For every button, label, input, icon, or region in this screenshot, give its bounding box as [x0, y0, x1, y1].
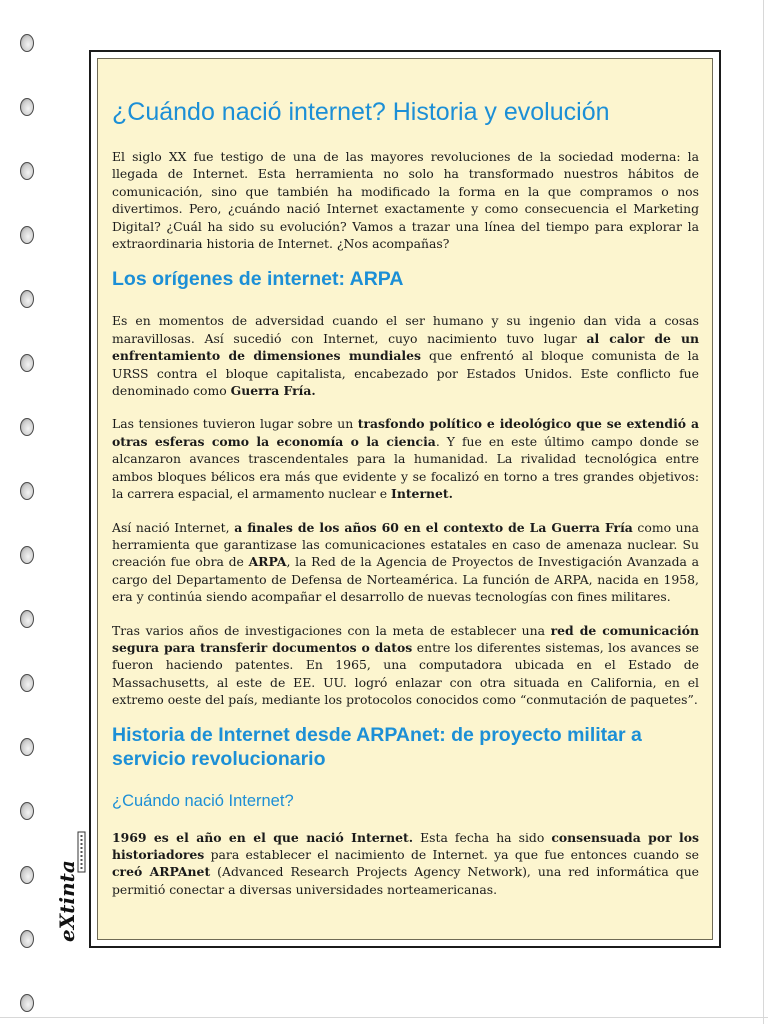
binder-hole-icon: [20, 674, 34, 692]
binder-hole-icon: [20, 98, 34, 116]
text-run: . Y fue en este último campo donde se alcanzaron avances trascendentales para la humanidad. La rivalidad tecnológica entre ambos bloques bélicos era más que evidente y se focalizó en torno a tres grandes objetivos: la carrera espacial, el armamento nuclear e: [112, 433, 699, 502]
page-edge: [763, 0, 764, 1024]
bold-run: red de comunicación segura para transferir documentos o datos: [112, 622, 700, 655]
bold-run: ARPA: [248, 554, 287, 570]
section-heading-origins: Los orígenes de internet: ARPA: [112, 268, 404, 291]
bold-run: Internet.: [391, 486, 453, 502]
text-run: Las tensiones tuvieron lugar sobre un: [112, 416, 358, 432]
text-run: (Advanced Research Projects Agency Network), una red informática que permitió conectar a diversas universidades norteamericanas.: [112, 864, 700, 897]
binder-hole-icon: [20, 226, 34, 244]
bold-run: a finales de los años 60 en el contexto de La Guerra Fría: [234, 519, 633, 535]
text-run: , la Red de la Agencia de Proyectos de Investigación Avanzada a cargo del Departamento de Defensa de Norteamérica. La función de ARPA, nacida en 1958, era y continúa siendo acompañar el desarrollo de nuevas tecnologías con fines militares.: [112, 554, 700, 605]
binder-hole-icon: [20, 738, 34, 756]
article-body: [97, 58, 713, 940]
section-heading-arpanet: Historia de Internet desde ARPAnet: de proyecto militar a servicio revolucionario: [112, 723, 642, 770]
text-run: Esta fecha ha sido: [413, 829, 552, 845]
page-edge-bottom: [0, 1017, 768, 1018]
binder-hole-icon: [20, 994, 34, 1012]
binder-hole-icon: [20, 610, 34, 628]
bold-run: Guerra Fría.: [230, 383, 316, 399]
text-run: Es en momentos de adversidad cuando el ser humano y su ingenio dan vida a cosas maravillosas. Así sucedió con Internet, cuyo nacimiento tuvo lugar: [112, 313, 699, 346]
bold-run: creó ARPAnet: [112, 864, 211, 880]
text-run: Así nació Internet,: [112, 519, 235, 535]
intro-paragraph: El siglo XX fue testigo de una de las mayores revoluciones de la sociedad moderna: la llegada de Internet. Esta herramienta no solo ha transformado nuestros hábitos de comunicación, sino que también ha modificado la forma en la que compramos o nos divertimos. Pero, ¿cuándo nació Internet exactamente y como consecuencia el Marketing Digital? ¿Cuál ha sido su evolución? Vamos a trazar una línea del tiempo para explorar la extraordinaria historia de Internet. ¿Nos acompañas?: [112, 149, 699, 252]
binder-hole-icon: [20, 482, 34, 500]
binder-hole-icon: [20, 34, 34, 52]
binder-hole-icon: [20, 802, 34, 820]
binder-hole-icon: [20, 354, 34, 372]
origins-paragraph-2: [112, 415, 699, 502]
bold-run: 1969 es el año en el que nació Internet.: [112, 829, 414, 845]
brand-logo-icon: [44, 826, 88, 944]
binder-hole-icon: [20, 290, 34, 308]
binder-hole-icon: [20, 162, 34, 180]
binder-hole-icon: [20, 546, 34, 564]
svg-text:eXtinta: eXtinta: [55, 860, 79, 942]
text-run: para establecer el nacimiento de Internet. ya que fue entonces cuando se: [204, 846, 699, 862]
text-run: que enfrentó al bloque comunista de la URSS contra el bloque capitalista, encabezado por Estados Unidos. Este conflicto fue denominado como: [112, 348, 699, 399]
origins-paragraph-4: [112, 622, 699, 709]
binder-holes: [20, 0, 44, 1024]
arpanet-paragraph-1: [112, 829, 699, 899]
text-run: como una herramienta que garantizase las comunicaciones estatales en caso de amenaza nuclear. Su creación fue obra de: [112, 519, 700, 570]
bold-run: trasfondo político e ideológico que se extendió a otras esferas como la economía o la ciencia: [112, 416, 699, 449]
subsection-heading-when: ¿Cuándo nació Internet?: [112, 791, 294, 810]
bold-run: al calor de un enfrentamiento de dimensiones mundiales: [112, 330, 699, 364]
origins-paragraph-1: [112, 312, 699, 399]
article-frame: [89, 50, 721, 948]
origins-paragraph-3: [112, 519, 699, 606]
text-run: entre los diferentes sistemas, los avances se fueron haciendo patentes. En 1965, una computadora ubicada en el Estado de Massachusetts, al este de EE. UU. logró enlazar con otra situada en California, en el extremo oeste del país, mediante los protocolos conocidos como “conmutación de paquetes”.: [112, 639, 700, 708]
bold-run: consensuada por los historiadores: [112, 829, 699, 862]
binder-hole-icon: [20, 930, 34, 948]
text-run: Tras varios años de investigaciones con la meta de establecer una: [112, 622, 551, 638]
binder-hole-icon: [20, 866, 34, 884]
binder-hole-icon: [20, 418, 34, 436]
page-title: ¿Cuándo nació internet? Historia y evolución: [112, 98, 610, 126]
